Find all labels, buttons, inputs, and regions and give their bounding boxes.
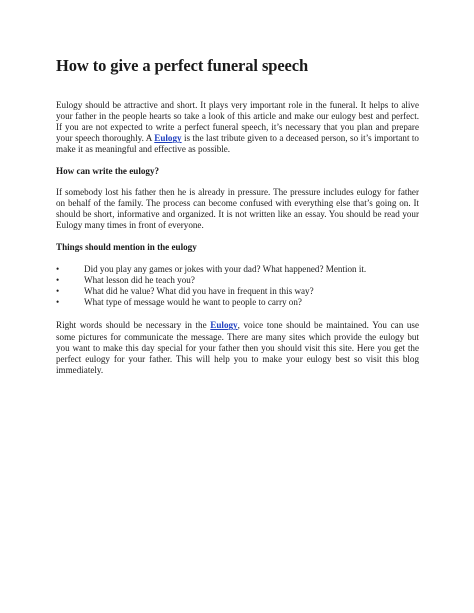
- closing-text-end: , voice tone should be maintained. You can use some pictures for communicate the message. There are many sites which provide the eulogy but you want to make this day special for your father then you should visit this site. Here you get the perfect eulogy for your father. This will help you to make your eulogy best so visit this blog immediately.: [56, 320, 420, 375]
- list-item-text: What lesson did he teach you?: [84, 275, 195, 286]
- list-item: [56, 286, 419, 297]
- section-heading-things-to-mention: Things should mention in the eulogy: [56, 241, 197, 252]
- closing-paragraph: [56, 320, 419, 375]
- document-body: [56, 56, 419, 376]
- eulogy-link[interactable]: Eulogy: [154, 133, 182, 144]
- section-heading-how-to-write: How can write the eulogy?: [56, 166, 160, 177]
- bullet-icon: •: [56, 297, 60, 308]
- intro-text-end: is the last tribute given to a deceased person, so it’s important to make it as meaningful and effective as possible.: [56, 133, 419, 155]
- list-item-text: What did he value? What did you have in frequent in this way?: [84, 286, 314, 297]
- page-title: How to give a perfect funeral speech: [56, 56, 309, 75]
- list-item-text: Did you play any games or jokes with your dad? What happened? Mention it.: [84, 264, 367, 275]
- list-item: [56, 275, 419, 286]
- list-item: [56, 264, 419, 275]
- eulogy-link[interactable]: Eulogy: [210, 320, 238, 331]
- bullet-icon: •: [56, 275, 60, 286]
- list-item: [56, 297, 419, 308]
- closing-text-start: Right words should be necessary in the: [56, 320, 211, 331]
- bullet-icon: •: [56, 264, 60, 275]
- list-item-text: What type of message would he want to people to carry on?: [84, 297, 302, 308]
- how-to-write-paragraph: If somebody lost his father then he is already in pressure. The pressure includes eulogy for father on behalf of the family. The process can become confused with everything else that’s going on. It should be short, informative and organized. It is not written like an essay. You should be read your Eulogy many times in front of everyone.: [56, 186, 419, 230]
- intro-text-start: Eulogy should be attractive and short. It plays very important role in the funeral. It helps to alive your father in the people hearts so take a look of this article and make our eulogy best and perfect. If you are not expected to write a perfect funeral speech, it’s necessary that you plan and prepare your speech thoroughly. A: [56, 100, 419, 144]
- intro-paragraph: [56, 100, 419, 155]
- bullet-list: [56, 264, 419, 308]
- bullet-icon: •: [56, 286, 60, 297]
